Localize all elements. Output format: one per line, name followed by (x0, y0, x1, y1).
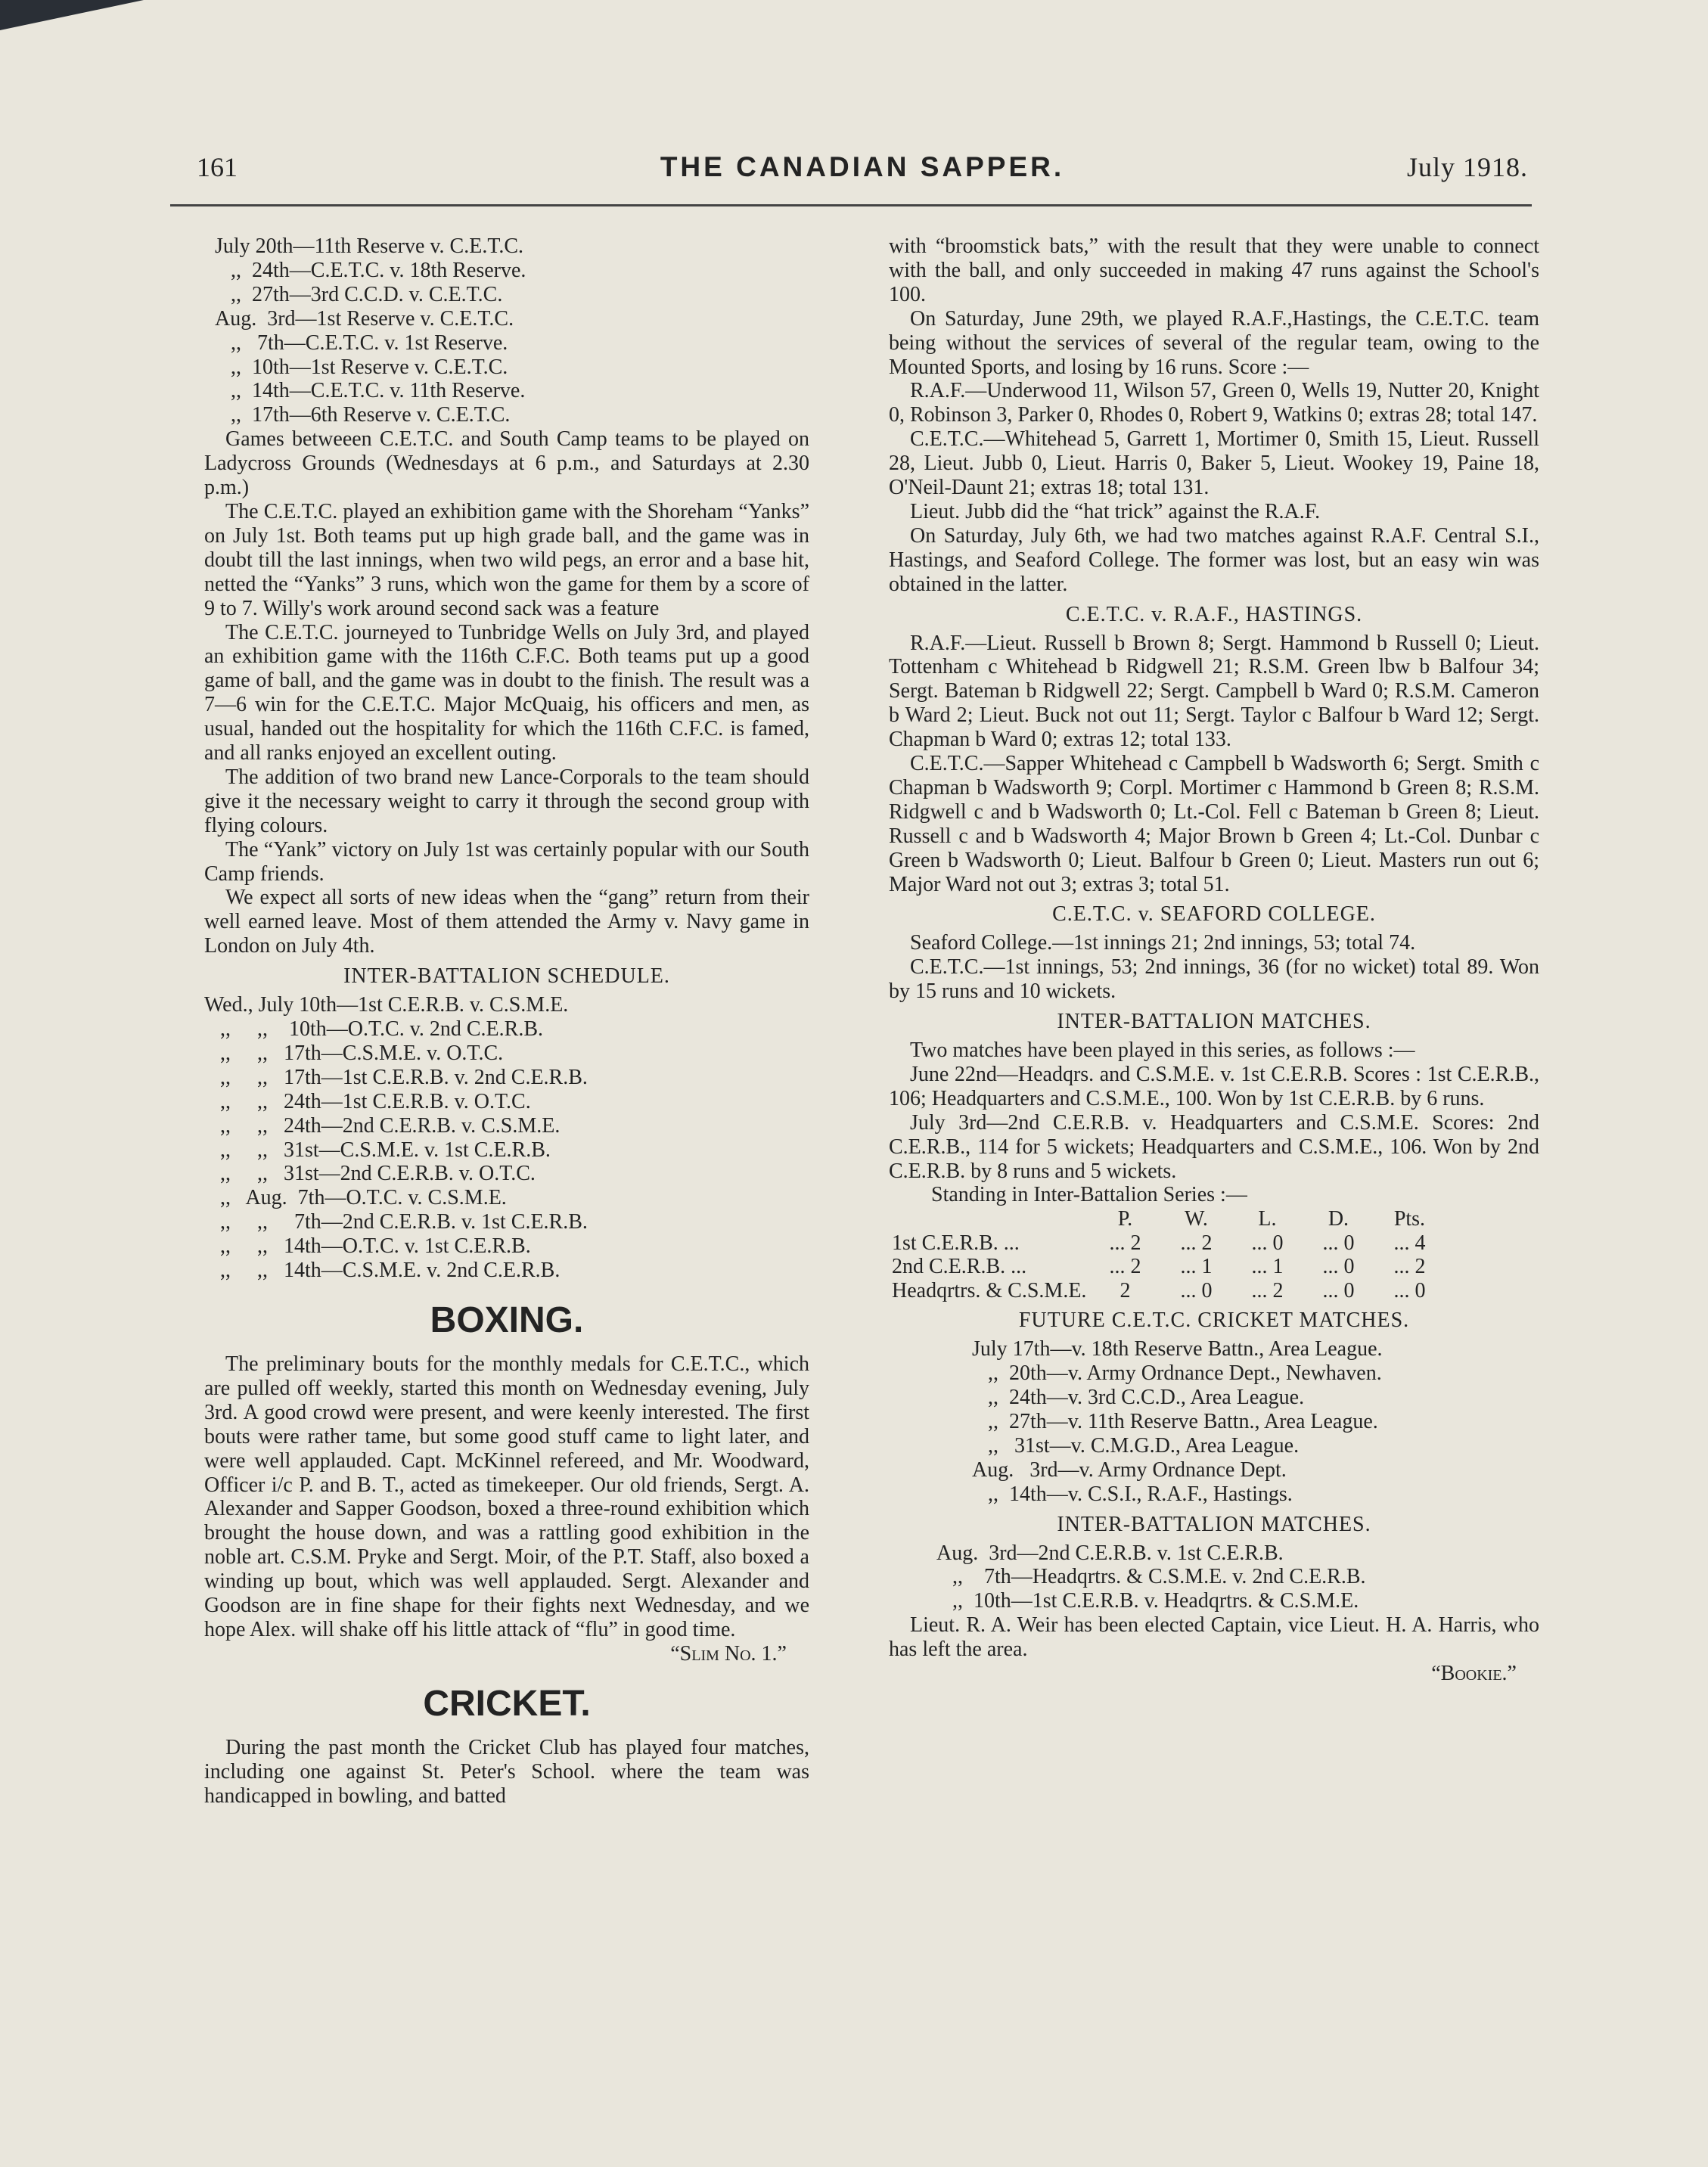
table-cell: ... 0 (1322, 1255, 1355, 1279)
paragraph: Games betweeen C.E.T.C. and South Camp teams to be played on Ladycross Grounds (Wednesdays at 6 p.m., and Saturdays at 2.30 p.m.) (204, 427, 809, 500)
list-item: Wed., July 10th—1st C.E.R.B. v. C.S.M.E. (204, 993, 569, 1017)
list-item: ,, 7th—C.E.T.C. v. 1st Reserve. (215, 331, 508, 355)
inter-battalion-schedule (204, 993, 809, 1283)
paragraph: On Saturday, June 29th, we played R.A.F.,Hastings, the C.E.T.C. team being without the services of several of the regular team, owing to the Mounted Sports, and losing by 16 runs. Score :— (889, 306, 1539, 379)
table-cell: ... 4 (1393, 1231, 1426, 1255)
list-item: ,, 27th—v. 11th Reserve Battn., Area League. (972, 1409, 1378, 1433)
paragraph: The C.E.T.C. played an exhibition game with the Shoreham “Yanks” on July 1st. Both teams put up high grade ball, and the game was in doubt till the last innings, when two wild pegs, an error and a base hit, netted the “Yanks” 3 runs, which won the game for them by a score of 9 to 7. Willy's work around second sack was a feature (204, 499, 809, 620)
page-header (197, 151, 1528, 204)
paragraph: June 22nd—Headqrs. and C.S.M.E. v. 1st C.E.R.B. Scores : 1st C.E.R.B., 106; Headquarters and C.S.M.E., 100. Won by 1st C.E.R.B. by 6 runs. (889, 1062, 1539, 1110)
paragraph: with “broomstick bats,” with the result that they were unable to connect with the ball, and only succeeded in making 47 runs against the School's 100. (889, 234, 1539, 306)
fixture-list-top (204, 234, 809, 427)
paragraph: C.E.T.C.—1st innings, 53; 2nd innings, 36 (for no wicket) total 89. Won by 15 runs and 10 wickets. (889, 955, 1539, 1004)
list-item: ,, ,, 10th—O.T.C. v. 2nd C.E.R.B. (204, 1017, 544, 1041)
left-column (204, 234, 809, 1808)
table-cell: ... 0 (1251, 1231, 1284, 1255)
list-item: ,, 24th—v. 3rd C.C.D., Area League. (972, 1386, 1305, 1410)
table-cell: ... 0 (1322, 1278, 1355, 1302)
section-heading: C.E.T.C. v. R.A.F., HASTINGS. (1065, 602, 1363, 626)
table-cell: ... 0 (1393, 1278, 1426, 1302)
standing-title: Standing in Inter-Battalion Series :— (931, 1183, 1247, 1207)
list-item: ,, Aug. 7th—O.T.C. v. C.S.M.E. (204, 1186, 507, 1210)
list-item: ,, ,, 14th—O.T.C. v. 1st C.E.R.B. (204, 1234, 531, 1259)
column-header: L. (1258, 1207, 1277, 1231)
table-cell: 2 (1120, 1278, 1131, 1302)
team-name: 2nd C.E.R.B. ... (892, 1255, 1027, 1279)
table-cell: ... 2 (1109, 1231, 1141, 1255)
inter-battalion-matches-list (889, 1541, 1539, 1614)
paragraph: We expect all sorts of new ideas when the “gang” return from their well earned leave. Most of them attended the Army v. Navy game in London on July 4th. (204, 886, 809, 958)
list-item: ,, 31st—v. C.M.G.D., Area League. (972, 1433, 1300, 1458)
list-item: Aug. 3rd—1st Reserve v. C.E.T.C. (215, 306, 514, 331)
table-cell: ... 0 (1322, 1231, 1355, 1255)
table-cell: ... 0 (1180, 1278, 1213, 1302)
list-item: ,, 24th—C.E.T.C. v. 18th Reserve. (215, 258, 526, 282)
paragraph: R.A.F.—Lieut. Russell b Brown 8; Sergt. Hammond b Russell 0; Lieut. Tottenham c Whitehead b Ridgwell 21; R.S.M. Green lbw b Balfour 34; Sergt. Bateman b Ridgwell 22; Sergt. Campbell b Ward 0; R.S.M. Cameron b Ward 2; Lieut. Buck not out 11; Sergt. Taylor c Balfour b Ward 12; Sergt. Chapman b Ward 0; extras 12; total 133. (889, 631, 1539, 752)
boxing-signature: “Slim No. 1.” (670, 1641, 787, 1666)
issue-date: July 1918. (1406, 152, 1528, 182)
future-matches-list (889, 1337, 1539, 1506)
paragraph: Lieut. R. A. Weir has been elected Captain, vice Lieut. H. A. Harris, who has left the area. (889, 1613, 1539, 1662)
table-row (889, 1255, 1445, 1279)
right-column (889, 234, 1539, 1686)
column-header: P. (1117, 1207, 1133, 1231)
cricket-signature: “Bookie.” (1431, 1662, 1517, 1686)
column-header: Pts. (1393, 1207, 1426, 1231)
section-heading: INTER-BATTALION MATCHES. (1057, 1512, 1371, 1536)
table-cell: ... 1 (1180, 1255, 1213, 1279)
team-name: Headqrtrs. & C.S.M.E. (892, 1278, 1087, 1302)
table-row (889, 1231, 1445, 1256)
paragraph: The addition of two brand new Lance-Corporals to the team should give it the necessary weight to carry it through the second group with flying colours. (204, 765, 809, 837)
list-item: ,, 17th—6th Reserve v. C.E.T.C. (215, 403, 511, 427)
standings-table (889, 1207, 1445, 1302)
publication-title: THE CANADIAN SAPPER. (660, 151, 1065, 182)
table-cell: ... 2 (1393, 1255, 1426, 1279)
table-cell: ... 2 (1109, 1255, 1141, 1279)
list-item: ,, 27th—3rd C.C.D. v. C.E.T.C. (215, 282, 503, 306)
list-item: ,, ,, 24th—2nd C.E.R.B. v. C.S.M.E. (204, 1113, 561, 1138)
paragraph: Seaford College.—1st innings 21; 2nd innings, 53; total 74. (910, 931, 1416, 955)
list-item: ,, 7th—Headqrtrs. & C.S.M.E. v. 2nd C.E.R.B. (936, 1565, 1366, 1589)
list-item: Aug. 3rd—2nd C.E.R.B. v. 1st C.E.R.B. (936, 1541, 1284, 1565)
list-item: ,, ,, 14th—C.S.M.E. v. 2nd C.E.R.B. (204, 1259, 561, 1283)
paragraph: R.A.F.—Underwood 11, Wilson 57, Green 0, Wells 19, Nutter 20, Knight 0, Robinson 3, Parker 0, Rhodes 0, Robert 9, Watkins 0; extras 28; total 147. (889, 379, 1539, 427)
page-corner-shadow (0, 0, 144, 30)
paragraph: Lieut. Jubb did the “hat trick” against the R.A.F. (910, 499, 1321, 523)
list-item: July 20th—11th Reserve v. C.E.T.C. (215, 234, 524, 258)
list-item: ,, 14th—v. C.S.I., R.A.F., Hastings. (972, 1482, 1293, 1506)
list-item: ,, 20th—v. Army Ordnance Dept., Newhaven. (972, 1361, 1382, 1386)
paragraph: On Saturday, July 6th, we had two matches against R.A.F. Central S.I., Hastings, and Seaford College. The former was lost, but an easy win was obtained in the latter. (889, 523, 1539, 596)
page-number: 161 (197, 152, 238, 182)
table-row (889, 1279, 1445, 1303)
list-item: ,, ,, 31st—2nd C.E.R.B. v. O.T.C. (204, 1162, 536, 1186)
section-heading: FUTURE C.E.T.C. CRICKET MATCHES. (1018, 1309, 1410, 1333)
table-cell: ... 2 (1180, 1231, 1213, 1255)
paragraph: The C.E.T.C. journeyed to Tunbridge Wells on July 3rd, and played an exhibition game with the 116th C.F.C. Both teams put up a good game of ball, and the game was in doubt to the finish. The result was a 7—6 win for the C.E.T.C. Major McQuaig, his officers and men, as usual, handed out the hospitality for which the 116th C.F.C. is famed, and all ranks enjoyed an excellent outing. (204, 620, 809, 765)
list-item: ,, ,, 24th—1st C.E.R.B. v. O.T.C. (204, 1089, 531, 1113)
paragraph: July 3rd—2nd C.E.R.B. v. Headquarters and C.S.M.E. Scores: 2nd C.E.R.B., 114 for 5 wickets; Headquarters and C.S.M.E., 106. Won by 2nd C.E.R.B. by 8 runs and 5 wickets. (889, 1110, 1539, 1183)
table-cell: ... 2 (1251, 1278, 1284, 1302)
list-item: ,, 14th—C.E.T.C. v. 11th Reserve. (215, 379, 526, 403)
paragraph: The preliminary bouts for the monthly medals for C.E.T.C., which are pulled off weekly, started this month on Wednesday evening, July 3rd. A good crowd were present, and were keenly interested. The first bouts were rather tame, but some good stuff came to light later, and were well applauded. Capt. McKinnel refereed, and Mr. Woodward, Officer i/c P. and B. T., acted as timekeeper. Our old friends, Sergt. A. Alexander and Sapper Goodson, boxed a three-round exhibition which brought the house down, and was a rattling good exhibition in the noble art. C.S.M. Pryke and Sergt. Moir, of the P.T. Staff, also boxed a winding up bout, which was well applauded. Sergt. Alexander and Goodson are in fine shape for their fights next Wednesday, and we hope Alex. will shake off his little attack of “flu” in good time. (204, 1352, 809, 1641)
list-item: ,, ,, 17th—C.S.M.E. v. O.T.C. (204, 1041, 504, 1065)
header-rule (170, 204, 1532, 206)
column-header: W. (1185, 1207, 1208, 1231)
paragraph: C.E.T.C.—Whitehead 5, Garrett 1, Mortimer 0, Smith 15, Lieut. Russell 28, Lieut. Jubb 0, Lieut. Harris 0, Baker 5, Lieut. Wookey 19, Paine 18, O'Neil-Daunt 21; extras 18; total 131. (889, 427, 1539, 500)
list-item: ,, 10th—1st C.E.R.B. v. Headqrtrs. & C.S.M.E. (936, 1589, 1359, 1613)
list-item: ,, ,, 7th—2nd C.E.R.B. v. 1st C.E.R.B. (204, 1210, 588, 1234)
paragraph: Two matches have been played in this series, as follows :— (910, 1038, 1415, 1062)
list-item: ,, 10th—1st Reserve v. C.E.T.C. (215, 355, 508, 379)
list-item: Aug. 3rd—v. Army Ordnance Dept. (972, 1458, 1287, 1482)
section-heading: INTER-BATTALION MATCHES. (1057, 1010, 1371, 1034)
paragraph: C.E.T.C.—Sapper Whitehead c Campbell b Wadsworth 6; Sergt. Smith c Chapman b Wadsworth 9; Corpl. Mortimer c Hammond b Green 8; R.S.M. Ridgwell c and b Wadsworth 0; Lt.-Col. Fell c Bateman b Green 8; Lieut. Russell c and b Wadsworth 4; Major Brown b Green 4; Lt.-Col. Dunbar c Green b Wadsworth 0; Lieut. Balfour b Green 0; Lieut. Masters run out 6; Major Ward not out 3; extras 3; total 51. (889, 752, 1539, 896)
list-item: ,, ,, 31st—C.S.M.E. v. 1st C.E.R.B. (204, 1138, 551, 1162)
team-name: 1st C.E.R.B. ... (892, 1231, 1020, 1255)
column-header: D. (1328, 1207, 1349, 1231)
table-header-row (889, 1207, 1445, 1231)
paragraph: During the past month the Cricket Club has played four matches, including one against St. Peter's School. where the team was handicapped in bowling, and batted (204, 1735, 809, 1808)
list-item: ,, ,, 17th—1st C.E.R.B. v. 2nd C.E.R.B. (204, 1065, 588, 1089)
list-item: July 17th—v. 18th Reserve Battn., Area League. (972, 1337, 1383, 1361)
section-heading: INTER-BATTALION SCHEDULE. (343, 964, 670, 989)
boxing-heading: BOXING. (430, 1299, 584, 1340)
cricket-heading: CRICKET. (423, 1683, 591, 1724)
section-heading: C.E.T.C. v. SEAFORD COLLEGE. (1052, 902, 1376, 927)
paragraph: The “Yank” victory on July 1st was certainly popular with our South Camp friends. (204, 837, 809, 886)
table-cell: ... 1 (1251, 1255, 1284, 1279)
